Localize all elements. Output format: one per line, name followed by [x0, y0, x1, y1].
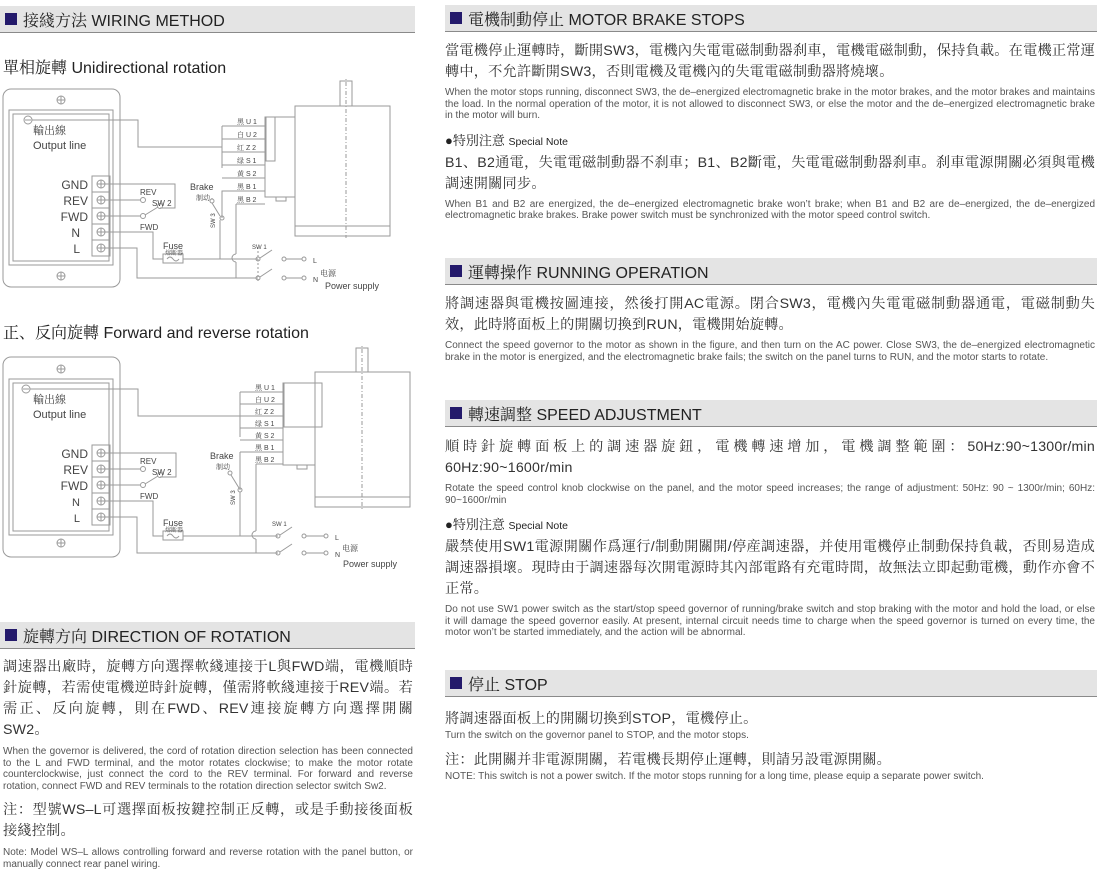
fuse-label-en: Fuse — [163, 518, 184, 528]
sw2-rev-label: REV — [140, 188, 157, 197]
terminal-gnd: GND — [61, 447, 88, 461]
direction-zh: 調速器出廠時，旋轉方向選擇軟綫連接于L與FWD端，電機順時針旋轉，若需使電機逆時針旋轉，僅需將軟綫連接于REV端。若需正、反向旋轉，則在FWD、REV連接旋轉方向選擇開關SW2。 — [3, 659, 413, 738]
motor-wire-label: 黑 U 1 — [255, 385, 275, 392]
terminal-l: L — [73, 513, 80, 525]
section-square-icon — [5, 629, 17, 641]
speed-zh: 順時針旋轉面板上的調速器旋鈕，電機轉速增加，電機調整範圍：50Hz:90~1300r/min 60Hz:90~1600r/min — [445, 439, 1095, 476]
motor-wire-label: 黑 U 1 — [237, 119, 257, 126]
fuse-label-zh: 熔断器 — [165, 528, 184, 534]
sw2-fwd-label: FWD — [140, 492, 159, 501]
speed-header — [445, 400, 1097, 427]
stop-note-en: NOTE: This switch is not a power switch. If the motor stops running for a long time, please equip a separate power switch. — [445, 770, 984, 782]
motor-wire-label: 绿 S 1 — [255, 421, 275, 428]
output-line-en: Output line — [33, 140, 87, 152]
output-line-en: Output line — [33, 409, 87, 421]
forward-reverse-wiring-diagram — [0, 345, 415, 590]
terminal-fwd: FWD — [60, 479, 88, 493]
section-square-icon — [450, 265, 462, 277]
speed-note-zh: 嚴禁使用SW1電源開關作爲運行/制動開關開/停産調速器，并使用電機停止制動保持負載，否則易造成調速器損壞。現時由于調速器每次開電源時其內部電路有充電時間，故無法立即起動電機，動作亦會不正常。 — [445, 539, 1095, 598]
special-note-en: Special Note — [508, 135, 569, 148]
sw3-label: SW 3 — [211, 213, 217, 228]
motor-wire-label: 白 U 2 — [255, 397, 275, 404]
running-title: 運轉操作 RUNNING OPERATION — [468, 264, 709, 282]
motor-wire-label: 绿 S 1 — [237, 158, 257, 165]
direction-en: When the governor is delivered, the cord of rotation direction selection has been connected to the L and FWD terminal, and the motor rotates clockwise; to make the motor rotate counterclockwise, just connect the cord to the REV terminal. For forward and reverse rotation, connect FWD and REV terminals to the rotation direction selector switch Sw2. — [3, 746, 413, 792]
stop-en: Turn the switch on the governor panel to STOP, and the motor stops. — [445, 730, 749, 741]
brake-title: 電機制動停止 MOTOR BRAKE STOPS — [468, 11, 745, 29]
fuse-label-en: Fuse — [163, 241, 184, 251]
direction-note-en: Note: Model WS–L allows controlling forward and reverse rotation with the panel button, or manually connect rear panel wiring. — [3, 847, 413, 870]
motor-wire-label: 黑 B 1 — [255, 445, 275, 452]
running-body — [445, 294, 1095, 363]
wiring-method-title: 接綫方法 WIRING METHOD — [23, 12, 225, 30]
forward-reverse-title: 正、反向旋轉 Forward and reverse rotation — [3, 325, 309, 342]
stop-body — [445, 709, 1101, 782]
sw2-rev-label: REV — [140, 457, 157, 466]
power-supply-zh: 电源 — [342, 544, 358, 553]
terminal-rev: REV — [63, 463, 88, 477]
output-line-zh: 輸出線 — [33, 394, 66, 406]
speed-special-note-heading — [445, 514, 1095, 533]
direction-header — [0, 622, 415, 649]
fuse-label-zh: 熔断器 — [165, 251, 184, 257]
running-en: Connect the speed governor to the motor as shown in the figure, and then turn on the AC power. Close SW3, the de–energized electromagnetic brake in the motor is energized, and the electromagnetic brake fails; the switch on the panel turns to RUN, and the motor starts to rotate. — [445, 340, 1095, 363]
power-supply-zh: 电源 — [320, 269, 336, 278]
power-n-label: N — [313, 277, 319, 284]
stop-note-zh: 注：此開關并非電源開關，若電機長期停止運轉，則請另設電源開關。 — [445, 751, 892, 768]
terminal-n: N — [71, 226, 80, 240]
motor-wire-label: 红 Z 2 — [237, 145, 257, 152]
direction-body — [3, 657, 413, 871]
brake-en: When the motor stops running, disconnect SW3, the de–energized electromagnetic brake in the motor brakes, and the motor brakes and maintains the load. In the normal operation of the motor, it is not allowed to disconnect SW3, or else the motor and the de–energized electromagnetic brake in the motor will burn. — [445, 87, 1095, 122]
stop-header — [445, 670, 1097, 697]
sw1-label: SW 1 — [252, 245, 267, 251]
sw2-label: SW 2 — [152, 468, 172, 477]
power-l-label: L — [313, 258, 317, 265]
brake-label-zh: 制动 — [216, 464, 230, 471]
sw2-label: SW 2 — [152, 199, 172, 208]
brake-note-en: When B1 and B2 are energized, the de–energized electromagnetic brake won’t brake; when B1 and B2 are de–energized, the de–energized electromagnetic brake brakes. Brake power switch must be synchronized with the motor speed control switch. — [445, 198, 1095, 222]
section-square-icon — [450, 677, 462, 689]
power-supply-en: Power supply — [325, 281, 380, 291]
brake-label-zh: 制动 — [196, 195, 210, 202]
stop-title: 停止 STOP — [468, 676, 548, 694]
sw2-fwd-label: FWD — [140, 223, 159, 232]
brake-body — [445, 41, 1095, 222]
sw3-label: SW 3 — [231, 490, 237, 505]
brake-label-en: Brake — [210, 451, 234, 461]
special-note-zh: ●特別注意 — [445, 517, 505, 533]
motor-wire-label: 黄 S 2 — [255, 433, 275, 440]
special-note-zh: ●特別注意 — [445, 132, 505, 148]
stop-zh: 將調速器面板上的開關切換到STOP，電機停止。 — [445, 711, 758, 727]
section-square-icon — [450, 407, 462, 419]
running-zh: 將調速器與電機按圖連接，然後打開AC電源。閉合SW3，電機內失電電磁制動器通電，電磁制動失效，此時將面板上的開關切換到RUN，電機開始旋轉。 — [445, 296, 1095, 333]
motor-wire-label: 黄 S 2 — [237, 171, 257, 178]
speed-title: 轉速調整 SPEED ADJUSTMENT — [468, 406, 702, 424]
terminal-gnd: GND — [61, 178, 88, 192]
brake-special-note-heading — [445, 130, 1095, 149]
sw1-label: SW 1 — [272, 522, 287, 528]
wiring-method-header — [0, 6, 415, 33]
power-supply-en: Power supply — [343, 559, 398, 569]
motor-wire-label: 黑 B 2 — [237, 197, 257, 204]
motor-wire-label: 白 U 2 — [237, 132, 257, 139]
running-header — [445, 258, 1097, 285]
unidirectional-title: 單相旋轉 Unidirectional rotation — [3, 60, 227, 77]
terminal-rev: REV — [63, 194, 88, 208]
direction-title: 旋轉方向 DIRECTION OF ROTATION — [23, 628, 291, 646]
unidirectional-wiring-diagram — [0, 78, 415, 298]
brake-header — [445, 5, 1097, 32]
motor-wire-label: 黑 B 2 — [255, 457, 275, 464]
section-square-icon — [5, 13, 17, 25]
section-square-icon — [450, 12, 462, 24]
motor-wire-label: 红 Z 2 — [255, 409, 275, 416]
brake-zh: 當電機停止運轉時，斷開SW3，電機內失電電磁制動器刹車，電機電磁制動，保持負載。在電機正常運轉中，不允許斷開SW3，否則電機及電機內的失電電磁制動器將燒壞。 — [445, 43, 1096, 80]
speed-note-en: Do not use SW1 power switch as the start/stop speed governor of running/brake switch and stop braking with the motor and hold the load, or else it will damage the speed governor easily. At present, internal circuit needs time to charge when the speed governor is turned on every time, the motor won’t be started immediately, and the action will be abnormal. — [445, 604, 1095, 639]
power-l-label: L — [335, 535, 339, 542]
terminal-fwd: FWD — [60, 210, 88, 224]
speed-en: Rotate the speed control knob clockwise on the panel, and the motor speed increases; the range of adjustment: 50Hz: 90 ~ 1300r/min; 60Hz: 90~1600r/min — [445, 483, 1095, 506]
power-n-label: N — [335, 552, 341, 559]
terminal-n: N — [72, 497, 80, 509]
motor-wire-label: 黑 B 1 — [237, 184, 257, 191]
special-note-en: Special Note — [508, 520, 569, 533]
terminal-l: L — [73, 242, 80, 256]
output-line-zh: 輸出線 — [33, 125, 66, 137]
brake-note-zh: B1、B2通電，失電電磁制動器不刹車；B1、B2斷電，失電電磁制動器刹車。刹車電源開關必須與電機調速開關同步。 — [445, 154, 1095, 192]
speed-body — [445, 437, 1095, 639]
direction-note-zh: 注：型號WS–L可選擇面板按鍵控制正反轉，或是手動接後面板接綫控制。 — [3, 802, 413, 840]
brake-label-en: Brake — [190, 182, 214, 192]
